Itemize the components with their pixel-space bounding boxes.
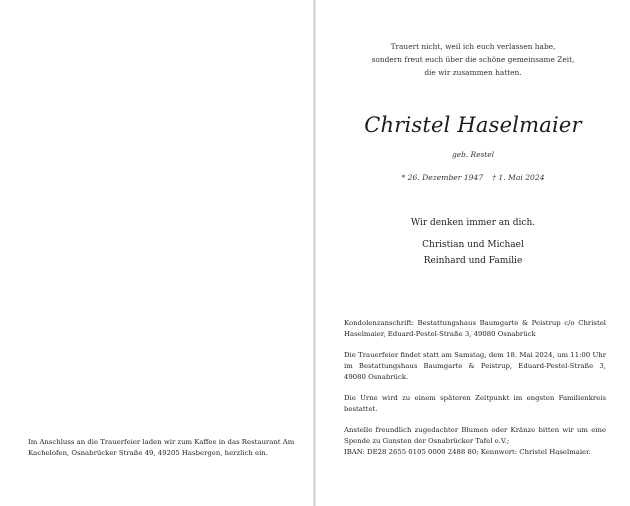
urn-info: Die Urne wird zu einem späteren Zeitpunkt im engsten Familienkreis bestattet. (344, 394, 606, 413)
family-line: Reinhard und Familie (423, 255, 523, 266)
verse-line: sondern freut euch über die schöne gemeinsame Zeit, (371, 55, 575, 65)
verse-line: die wir zusammen hatten. (424, 68, 522, 78)
life-dates (316, 173, 630, 182)
condolence-address: Kondolenzanschrift: Bestattungshaus Baumgarte & Peistrup c/o Christel Haselmaier, Eduard-Pestel-Straße 3, 49080 Osnabrück (344, 319, 606, 338)
family-line: Christian und Michael (422, 240, 524, 250)
deceased-name: Christel Haselmaier (364, 113, 582, 137)
reception-note: Im Anschluss an die Trauerfeier laden wir zum Kaffee in das Restaurant Am Kachelofen, Osnabrücker Straße 49, 49205 Hasbergen, herzlich ein. (28, 438, 295, 457)
iban-text: IBAN: DE28 2655 0105 0000 2488 80; Kennwort: Christel Haselmaier. (344, 448, 591, 456)
donation-text: Anstelle freundlich zugedachter Blumen oder Kränze bitten wir um eine Spende zu Gunsten der Osnabrücker Tafel e.V.; (344, 426, 606, 445)
verse-line: Trauert nicht, weil ich euch verlassen habe, (390, 42, 556, 51)
verse (316, 40, 630, 80)
ceremony-info: Die Trauerfeier findet statt am Samstag, dem 18. Mai 2024, um 11:00 Uhr im Bestattungshaus Baumgarte & Peistrup, Eduard-Pestel-Straße 3, 49080 Osnabrück. (344, 351, 606, 381)
right-page (316, 0, 630, 506)
family-signature (316, 238, 630, 269)
donation-info (344, 425, 606, 458)
birth-date: * 26. Dezember 1947 (401, 173, 484, 182)
birth-name: geb. Restel (452, 150, 494, 159)
remembrance-line: Wir denken immer an dich. (410, 218, 536, 228)
death-date: † 1. Mai 2024 (492, 173, 545, 182)
left-page (0, 0, 314, 506)
